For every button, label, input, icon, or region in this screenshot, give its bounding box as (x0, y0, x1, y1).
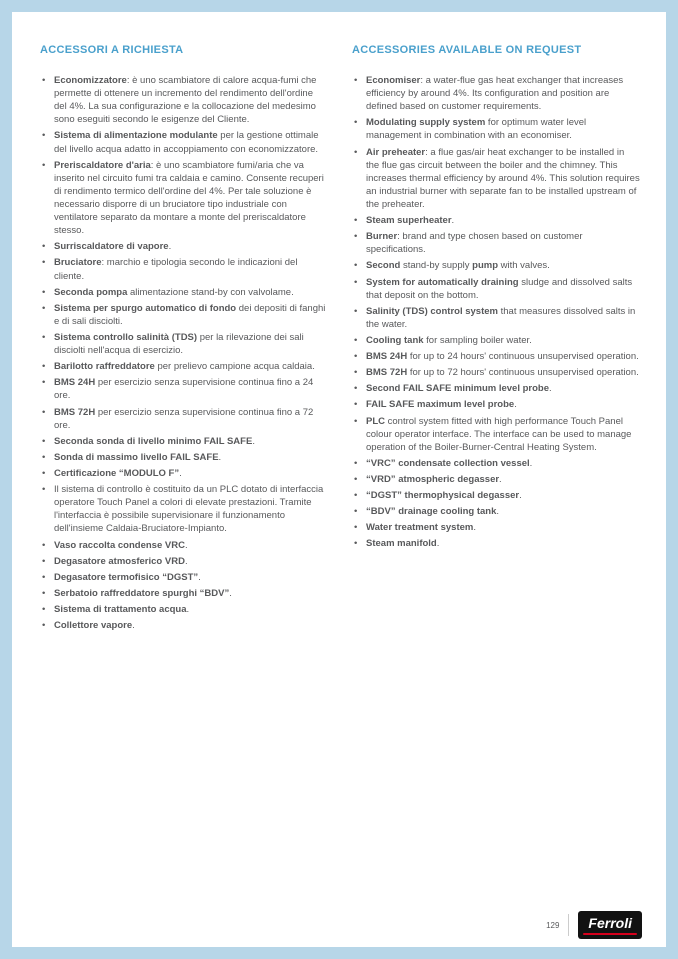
list-item: • Sistema per spurgo automatico di fondo dei depositi di fanghi e di sali disciolti. (40, 302, 328, 328)
list-item: • System for automatically draining sludge and dissolved salts that deposit on the bottom. (352, 276, 640, 302)
list-item: • Barilotto raffreddatore per prelievo campione acqua caldaia. (40, 360, 328, 373)
list-item: • Modulating supply system for optimum water level management in combination with an economiser. (352, 116, 640, 142)
list-item: • Seconda sonda di livello minimo FAIL SAFE. (40, 435, 328, 448)
list-item: • Second FAIL SAFE minimum level probe. (352, 382, 640, 395)
list-item: • Burner: brand and type chosen based on customer specifications. (352, 230, 640, 256)
list-item: • Collettore vapore. (40, 619, 328, 632)
list-item: • “VRD” atmospheric degasser. (352, 473, 640, 486)
list-item: • Second stand-by supply pump with valves. (352, 259, 640, 272)
column-english (352, 44, 640, 635)
list-item: • Degasatore atmosferico VRD. (40, 555, 328, 568)
list-item: • BMS 24H for up to 24 hours' continuous unsupervised operation. (352, 350, 640, 363)
list-item: • Seconda pompa alimentazione stand-by con valvolame. (40, 286, 328, 299)
list-item: • Salinity (TDS) control system that measures dissolved salts in the water. (352, 305, 640, 331)
list-item: • “DGST” thermophysical degasser. (352, 489, 640, 502)
list-item: • Surriscaldatore di vapore. (40, 240, 328, 253)
list-item: • “BDV” drainage cooling tank. (352, 505, 640, 518)
list-item: • BMS 72H per esercizio senza supervisione continua fino a 72 ore. (40, 406, 328, 432)
list-item: • Sistema di trattamento acqua. (40, 603, 328, 616)
section-heading-italian: ACCESSORI A RICHIESTA (40, 44, 184, 56)
list-item: • Economiser: a water-flue gas heat exchanger that increases efficiency by around 4%. Its configuration and position are defined based on customer requirements. (352, 74, 640, 113)
list-item: • Bruciatore: marchio e tipologia secondo le indicazioni del cliente. (40, 256, 328, 282)
list-item: • Water treatment system. (352, 521, 640, 534)
list-item: • Economizzatore: è uno scambiatore di calore acqua-fumi che permette di ottenere un incremento del rendimento dell'ordine del 4%. La sua configurazione e la collocazione del medesimo sono eseguiti secondo le esigenze del Cliente. (40, 74, 328, 126)
list-item: • Steam manifold. (352, 537, 640, 550)
ferroli-logo (578, 911, 642, 939)
list-item: • Preriscaldatore d'aria: è uno scambiatore fumi/aria che va inserito nel circuito fumi tra caldaia e camino. Consente recuperi di rendimento termico dell'ordine del 4%. Per tale soluzione è necessario disporre di un bruciatore tipo industriale con ventilatore separato da montare a monte del preriscaldatore stesso. (40, 159, 328, 238)
list-item: • Sonda di massimo livello FAIL SAFE. (40, 451, 328, 464)
list-item: • Sistema controllo salinità (TDS) per la rilevazione dei sali disciolti nell'acqua di esercizio. (40, 331, 328, 357)
list-item: • Cooling tank for sampling boiler water. (352, 334, 640, 347)
accessory-list-english (352, 74, 640, 551)
list-item: • Steam superheater. (352, 214, 640, 227)
list-item: • FAIL SAFE maximum level probe. (352, 398, 640, 411)
page-footer (546, 911, 642, 939)
section-heading-english: ACCESSORIES AVAILABLE ON REQUEST (352, 44, 582, 56)
list-item: • PLC control system fitted with high performance Touch Panel colour operator interface. The interface can be used to manage operation of the Boiler-Burner-Central Heating System. (352, 415, 640, 454)
footer-divider (568, 914, 569, 936)
column-italian (40, 44, 328, 635)
list-item: • Vaso raccolta condense VRC. (40, 539, 328, 552)
ferroli-logo-text: Ferroli (588, 915, 632, 931)
list-item: • BMS 72H for up to 72 hours' continuous unsupervised operation. (352, 366, 640, 379)
list-item: • Air preheater: a flue gas/air heat exchanger to be installed in the flue gas circuit between the boiler and the chimney. This increases thermal efficiency by around 4%. This solution requires an industrial burner with separate fan to be installed upstream of the preheater. (352, 146, 640, 212)
list-item: • Serbatoio raffreddatore spurghi “BDV”. (40, 587, 328, 600)
list-item: • Degasatore termofisico “DGST”. (40, 571, 328, 584)
list-item: • Sistema di alimentazione modulante per la gestione ottimale del livello acqua adatto in accoppiamento con economizzatore. (40, 129, 328, 155)
accessory-list-italian (40, 74, 328, 632)
page-number: 129 (546, 920, 560, 930)
two-column-content (12, 12, 666, 635)
list-item: • Il sistema di controllo è costituito da un PLC dotato di interfaccia operatore Touch Panel a colori di elevate prestazioni. Tramite l'interfaccia è possibile supervisionare il funzionamento dell'insieme Caldaia-Bruciatore-Impianto. (40, 483, 328, 535)
list-item: • BMS 24H per esercizio senza supervisione continua fino a 24 ore. (40, 376, 328, 402)
list-item: • Certificazione “MODULO F”. (40, 467, 328, 480)
list-item: • “VRC” condensate collection vessel. (352, 457, 640, 470)
